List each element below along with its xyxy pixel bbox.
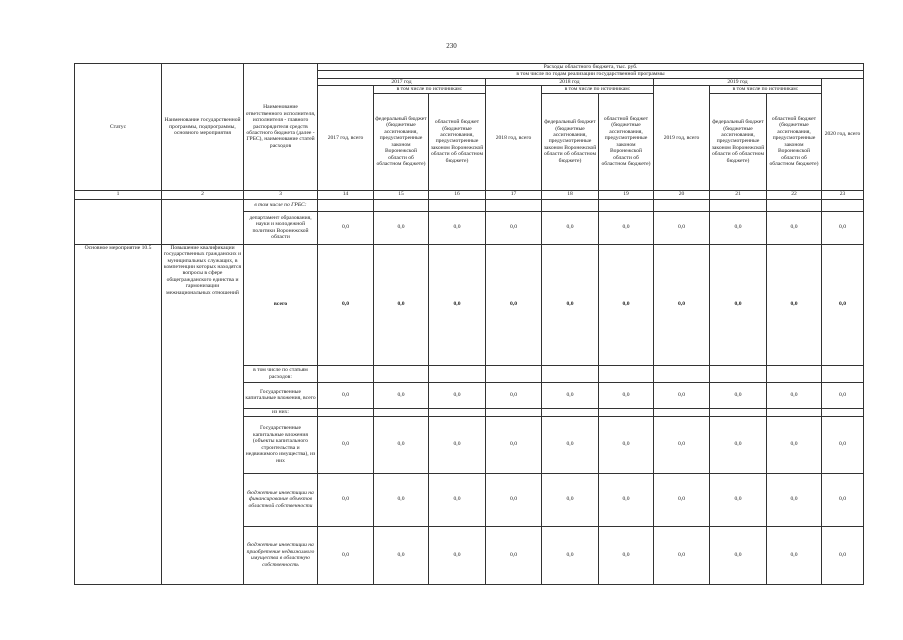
table-row: [75, 244, 864, 365]
value-cell: 0,0: [542, 211, 599, 244]
value-cell: 0,0: [429, 526, 486, 584]
header-total-2020: 2020 год, всего: [822, 78, 864, 190]
value-cell: 0,0: [654, 244, 710, 365]
value-cell: 0,0: [429, 473, 486, 526]
header-regional-2017: областной бюджет (бюджетные ассигнования, предусмотренные законом Воронежской области об областном бюджете): [429, 93, 486, 190]
value-cell: 0,0: [822, 382, 864, 408]
value-cell: 0,0: [599, 211, 654, 244]
row-label: Государственные капитальные вложения (объекты капитального строительства и недвижимого имущества), из них: [244, 416, 318, 473]
value-cell: 0,0: [710, 473, 767, 526]
header-regional-2018: областной бюджет (бюджетные ассигнования, предусмотренные законом Воронежской области об областном бюджете): [599, 93, 654, 190]
value-cell: 0,0: [486, 382, 542, 408]
value-cell: 0,0: [710, 526, 767, 584]
value-cell: 0,0: [374, 416, 429, 473]
header-budget-title: Расходы областного бюджета, тыс. руб.: [318, 64, 864, 71]
value-cell: 0,0: [429, 244, 486, 365]
row-label: бюджетные инвестиции на финансирование объектов областной собственности: [244, 473, 318, 526]
column-number: 21: [710, 190, 767, 199]
value-cell: 0,0: [318, 211, 374, 244]
empty-status-cell: [75, 199, 162, 244]
column-number: 16: [429, 190, 486, 199]
value-cell: 0,0: [822, 211, 864, 244]
value-cell: 0,0: [486, 416, 542, 473]
header-total-2019: 2019 год, всего: [654, 86, 710, 190]
budget-table: [74, 63, 864, 585]
value-cell: 0,0: [374, 211, 429, 244]
value-cell: 0,0: [486, 526, 542, 584]
row-label: департамент образования, науки и молодежной политики Воронежской области: [244, 211, 318, 244]
header-year-2017: 2017 год: [318, 78, 486, 85]
value-cell: 0,0: [710, 382, 767, 408]
value-cell: 0,0: [654, 382, 710, 408]
value-cell: 0,0: [710, 416, 767, 473]
activity-status: Основное мероприятие 10.5: [75, 244, 162, 584]
value-cell: 0,0: [542, 382, 599, 408]
value-cell: 0,0: [486, 473, 542, 526]
header-status: Статус: [75, 64, 162, 191]
value-cell: 0,0: [318, 473, 374, 526]
column-number: 18: [542, 190, 599, 199]
column-number: 22: [767, 190, 822, 199]
value-cell: 0,0: [374, 244, 429, 365]
value-cell: 0,0: [429, 382, 486, 408]
value-cell: 0,0: [822, 416, 864, 473]
value-cell: 0,0: [710, 211, 767, 244]
value-cell: 0,0: [767, 244, 822, 365]
value-cell: 0,0: [486, 244, 542, 365]
row-label: в том числе по статьям расходов:: [244, 365, 318, 382]
header-by-years: в том числе по годам реализации государственной программы: [318, 71, 864, 78]
value-cell: 0,0: [822, 473, 864, 526]
value-cell: 0,0: [654, 526, 710, 584]
header-total-2018: 2018 год, всего: [486, 86, 542, 190]
value-cell: 0,0: [486, 211, 542, 244]
header-name: Наименование государственной программы, подпрограммы, основного мероприятия: [162, 64, 244, 191]
column-number: 1: [75, 190, 162, 199]
value-cell: 0,0: [767, 473, 822, 526]
value-cell: 0,0: [318, 526, 374, 584]
column-number: 23: [822, 190, 864, 199]
row-label: в том числе по ГРБС:: [244, 199, 318, 211]
column-number: 20: [654, 190, 710, 199]
value-cell: 0,0: [710, 244, 767, 365]
value-cell: 0,0: [374, 473, 429, 526]
value-cell: 0,0: [374, 382, 429, 408]
value-cell: 0,0: [599, 526, 654, 584]
header-federal-2017: федеральный бюджет (бюджетные ассигнования, предусмотренные законом Воронежской области об областном бюджете): [374, 93, 429, 190]
header-federal-2019: федеральный бюджет (бюджетные ассигнования, предусмотренные законом Воронежской области об областном бюджете): [710, 93, 767, 190]
value-cell: 0,0: [767, 211, 822, 244]
value-cell: 0,0: [654, 416, 710, 473]
value-cell: 0,0: [599, 473, 654, 526]
row-label: из них:: [244, 408, 318, 416]
value-cell: 0,0: [318, 244, 374, 365]
header-total-2017: 2017 год, всего: [318, 86, 374, 190]
header-sources-2019: в том числе по источникам:: [710, 86, 822, 93]
empty-name-cell: [162, 199, 244, 244]
value-cell: 0,0: [654, 211, 710, 244]
value-cell: 0,0: [318, 382, 374, 408]
value-cell: 0,0: [374, 526, 429, 584]
header-sources-2017: в том числе по источникам:: [374, 86, 486, 93]
value-cell: 0,0: [599, 382, 654, 408]
value-cell: 0,0: [599, 416, 654, 473]
column-number-row: [75, 190, 864, 199]
activity-name: Повышение квалификации государственных гражданских и муниципальных служащих, в компетенции которых находятся вопросы в сфере общегражданского единства и гармонизации межнациональных отношений: [162, 244, 244, 584]
value-cell: 0,0: [767, 382, 822, 408]
header-year-2018: 2018 год: [486, 78, 654, 85]
value-cell: 0,0: [822, 526, 864, 584]
header-regional-2019: областной бюджет (бюджетные ассигнования, предусмотренные законом Воронежской области об областном бюджете): [767, 93, 822, 190]
page-number: 230: [446, 42, 457, 50]
value-cell: 0,0: [318, 416, 374, 473]
value-cell: 0,0: [429, 211, 486, 244]
header-sources-2018: в том числе по источникам:: [542, 86, 654, 93]
column-number: 15: [374, 190, 429, 199]
row-label: всего: [244, 244, 318, 365]
header-year-2019: 2019 год: [654, 78, 822, 85]
header-grbs: Наименование ответственного исполнителя, исполнителя - главного распорядителя средств областного бюджета (далее - ГРБС), наименование статей расходов: [244, 64, 318, 191]
column-number: 3: [244, 190, 318, 199]
value-cell: 0,0: [822, 244, 864, 365]
row-label: бюджетные инвестиции на приобретение недвижимого имущества в областную собственность: [244, 526, 318, 584]
row-label: Государственные капитальные вложения, всего: [244, 382, 318, 408]
value-cell: 0,0: [542, 526, 599, 584]
value-cell: 0,0: [767, 416, 822, 473]
column-number: 19: [599, 190, 654, 199]
value-cell: 0,0: [599, 244, 654, 365]
table-row: [75, 199, 864, 211]
value-cell: 0,0: [542, 416, 599, 473]
value-cell: 0,0: [542, 244, 599, 365]
value-cell: 0,0: [429, 416, 486, 473]
column-number: 17: [486, 190, 542, 199]
header-federal-2018: федеральный бюджет (бюджетные ассигнования, предусмотренные законом Воронежской области об областном бюджете): [542, 93, 599, 190]
value-cell: 0,0: [542, 473, 599, 526]
column-number: 2: [162, 190, 244, 199]
value-cell: 0,0: [767, 526, 822, 584]
column-number: 14: [318, 190, 374, 199]
value-cell: 0,0: [654, 473, 710, 526]
